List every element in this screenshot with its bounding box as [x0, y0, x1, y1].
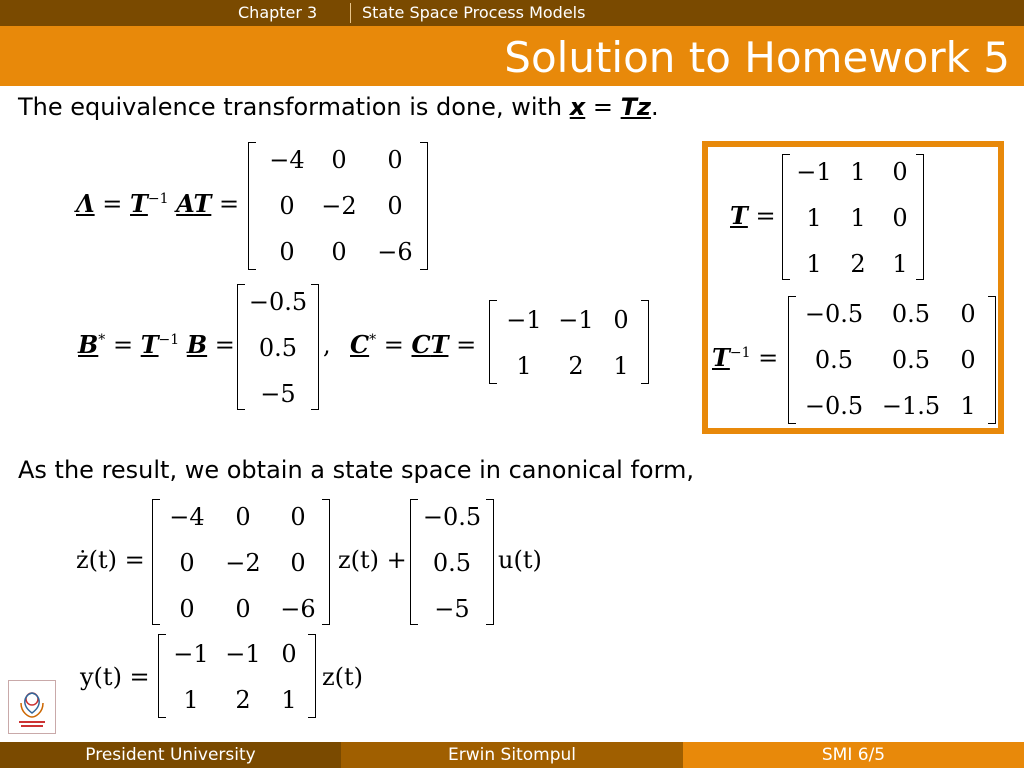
matrix-cell: 0 — [235, 595, 251, 623]
state-equation-lhs: ż(t) = — [76, 546, 145, 574]
eq-sign: = — [758, 344, 779, 372]
eq-sign: = — [218, 190, 240, 218]
matrix-cell: 0 — [331, 146, 347, 174]
A-symbol: A — [176, 189, 194, 218]
matrix-cell: −4 — [169, 503, 205, 531]
T-symbol: T — [430, 330, 449, 359]
bstar-matrix — [237, 284, 319, 410]
eq-sign: = — [214, 331, 235, 359]
matrix-cell: 0.5 — [432, 549, 472, 577]
matrix-cell: 0 — [235, 503, 251, 531]
matrix-cell: 1 — [516, 352, 532, 380]
output-z-term: z(t) — [322, 663, 364, 691]
matrix-cell: 0.5 — [891, 300, 931, 328]
matrix-cell: 1 — [960, 392, 976, 420]
matrix-cell: 0.5 — [814, 346, 854, 374]
matrix-cell: −2 — [225, 549, 261, 577]
matrix-cell: 0 — [279, 238, 295, 266]
matrix-cell: −5 — [434, 595, 470, 623]
matrix-cell: −1 — [796, 158, 832, 186]
chapter-separator — [350, 3, 351, 23]
T-symbol: T — [130, 189, 148, 218]
intro-text — [18, 93, 659, 121]
university-logo — [8, 680, 56, 734]
matrix-cell: 1 — [806, 204, 822, 232]
C-symbol: C — [411, 330, 431, 359]
Tinv-matrix — [788, 296, 996, 424]
matrix-cell: 0 — [281, 640, 297, 668]
star-superscript: * — [369, 332, 377, 348]
lambda-equation-lhs — [76, 189, 240, 218]
matrix-cell: 2 — [235, 686, 251, 714]
eq-sign: = — [456, 331, 477, 359]
matrix-cell: 1 — [850, 204, 866, 232]
cstar-matrix — [489, 300, 649, 384]
intro-prefix: The equivalence transformation is done, with — [18, 93, 563, 121]
matrix-cell: −1 — [173, 640, 209, 668]
matrix-cell: −1.5 — [881, 392, 941, 420]
matrix-cell: 1 — [281, 686, 297, 714]
state-matrix-B — [410, 499, 494, 625]
matrix-cell: −0.5 — [422, 503, 482, 531]
inverse-exponent: −1 — [147, 191, 169, 207]
inverse-exponent: −1 — [729, 345, 751, 361]
matrix-cell: 0 — [279, 192, 295, 220]
footer-slide-number: SMI 6/5 — [683, 742, 1024, 768]
C-symbol: C — [350, 330, 370, 359]
var-z: z — [637, 93, 651, 121]
matrix-cell: 1 — [183, 686, 199, 714]
matrix-cell: 0 — [387, 146, 403, 174]
T-symbol: T — [730, 201, 748, 230]
period: . — [650, 93, 659, 121]
result-text: As the result, we obtain a state space in canonical form, — [18, 456, 695, 484]
var-T: T — [620, 93, 638, 121]
T-equation-lhs — [730, 201, 776, 230]
matrix-cell: 2 — [568, 352, 584, 380]
matrix-cell: 0 — [613, 306, 629, 334]
footer-author: Erwin Sitompul — [341, 742, 683, 768]
matrix-cell: 1 — [613, 352, 629, 380]
T-symbol: T — [140, 330, 159, 359]
matrix-cell: 1 — [850, 158, 866, 186]
slide-title: Solution to Homework 5 — [504, 33, 1010, 82]
matrix-cell: −6 — [280, 595, 316, 623]
B-symbol: B — [186, 330, 208, 359]
bstar-equation-lhs — [78, 330, 235, 359]
matrix-cell: 0.5 — [258, 334, 298, 362]
matrix-cell: −0.5 — [804, 392, 864, 420]
matrix-cell: 0 — [892, 204, 908, 232]
chapter-label: Chapter 3 — [238, 3, 318, 22]
comma: , — [323, 331, 331, 359]
matrix-cell: 0.5 — [891, 346, 931, 374]
matrix-cell: −4 — [269, 146, 305, 174]
eq-sign: = — [383, 331, 404, 359]
var-x: x — [569, 93, 586, 121]
lambda-matrix — [248, 142, 428, 270]
matrix-cell: −0.5 — [248, 288, 308, 316]
matrix-cell: −5 — [260, 380, 296, 408]
matrix-cell: −2 — [321, 192, 357, 220]
footer — [0, 742, 1024, 768]
Tinv-equation-lhs — [712, 343, 779, 372]
matrix-cell: 1 — [892, 250, 908, 278]
input-term: u(t) — [498, 546, 542, 574]
eq-sign: = — [755, 202, 776, 230]
matrix-cell: 0 — [179, 549, 195, 577]
matrix-cell: 0 — [960, 346, 976, 374]
eq-sign: = — [592, 93, 613, 121]
matrix-cell: 0 — [179, 595, 195, 623]
matrix-cell: −6 — [377, 238, 413, 266]
T-symbol: T — [193, 189, 212, 218]
star-superscript: * — [98, 332, 106, 348]
matrix-cell: 0 — [290, 503, 306, 531]
lambda-symbol: Λ — [76, 189, 95, 218]
matrix-cell: −0.5 — [804, 300, 864, 328]
matrix-cell: −1 — [506, 306, 542, 334]
matrix-cell: 2 — [850, 250, 866, 278]
state-z-term: z(t) + — [338, 546, 407, 574]
output-equation-lhs: y(t) = — [80, 663, 150, 691]
matrix-cell: 1 — [806, 250, 822, 278]
B-symbol: B — [78, 330, 99, 359]
state-matrix-A — [152, 499, 330, 625]
chapter-title: State Space Process Models — [362, 3, 586, 22]
inverse-exponent: −1 — [158, 332, 180, 348]
eq-sign: = — [102, 190, 123, 218]
matrix-cell: 0 — [331, 238, 347, 266]
footer-university: President University — [0, 742, 341, 768]
matrix-cell: 0 — [960, 300, 976, 328]
T-matrix — [782, 154, 924, 280]
output-matrix-C — [158, 634, 316, 718]
T-symbol: T — [712, 343, 730, 372]
matrix-cell: 0 — [387, 192, 403, 220]
matrix-cell: −1 — [558, 306, 594, 334]
matrix-cell: 0 — [892, 158, 908, 186]
cstar-equation-lhs — [350, 330, 477, 359]
eq-sign: = — [112, 331, 134, 359]
matrix-cell: −1 — [225, 640, 261, 668]
matrix-cell: 0 — [290, 549, 306, 577]
